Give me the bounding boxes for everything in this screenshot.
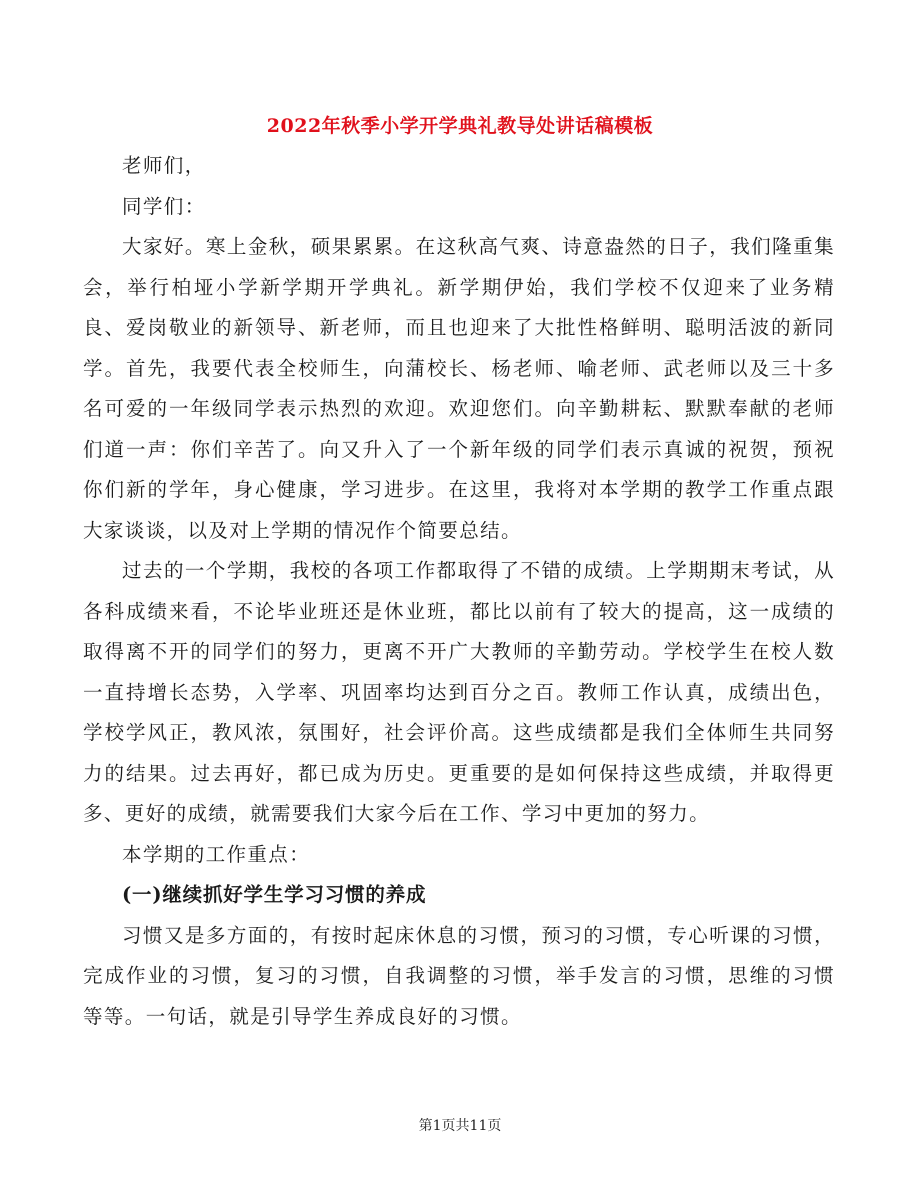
salutation-students: 同学们：: [122, 194, 206, 218]
page-number: 第1页共11页: [418, 1118, 502, 1134]
document-title: 2022年秋季小学开学典礼教导处讲话稿模板: [266, 115, 654, 137]
paragraph-greeting: 大家好。寒上金秋，硕果累累。在这秋高气爽、诗意盎然的日子，我们隆重集会，举行柏垭小学新学期开学典礼。新学期伊始，我们学校不仅迎来了业务精良、爱岗敬业的新领导、新老师，而且也迎来了大批性格鲜明、聪明活波的新同学。首先，我要代表全校师生，向蒲校长、杨老师、喻老师、武老师以及三十多名可爱的一年级同学表示热烈的欢迎。欢迎您们。向辛勤耕耘、默默奉献的老师们道一声：你们辛苦了。向又升入了一个新年级的同学们表示真诚的祝贺，预祝你们新的学年，身心健康，学习进步。在这里，我将对本学期的教学工作重点跟大家谈谈，以及对上学期的情况作个简要总结。: [83, 235, 835, 542]
section-heading-1: (一)继续抓好学生学习习惯的养成: [122, 883, 427, 906]
paragraph-review: 过去的一个学期，我校的各项工作都取得了不错的成绩。上学期期末考试，从各科成绩来看，不论毕业班还是休业班，都比以前有了较大的提高，这一成绩的取得离不开的同学们的努力，更离不开广大教师的辛勤劳动。学校学生在校人数一直持增长态势，入学率、巩固率均达到百分之百。教师工作认真，成绩出色，学校学风正，教风浓，氛围好，社会评价高。这些成绩都是我们全体师生共同努力的结果。过去再好，都已成为历史。更重要的是如何保持这些成绩，并取得更多、更好的成绩，就需要我们大家今后在工作、学习中更加的努力。: [83, 559, 835, 825]
paragraph-focus-intro: 本学期的工作重点：: [122, 842, 311, 866]
salutation-teachers: 老师们，: [122, 154, 206, 177]
document-body: [83, 146, 835, 1037]
paragraph-habits: 习惯又是多方面的，有按时起床休息的习惯，预习的习惯，专心听课的习惯，完成作业的习惯，复习的习惯，自我调整的习惯，举手发言的习惯，思维的习惯等等。一句话，就是引导学生养成良好的习惯。: [83, 923, 835, 1028]
